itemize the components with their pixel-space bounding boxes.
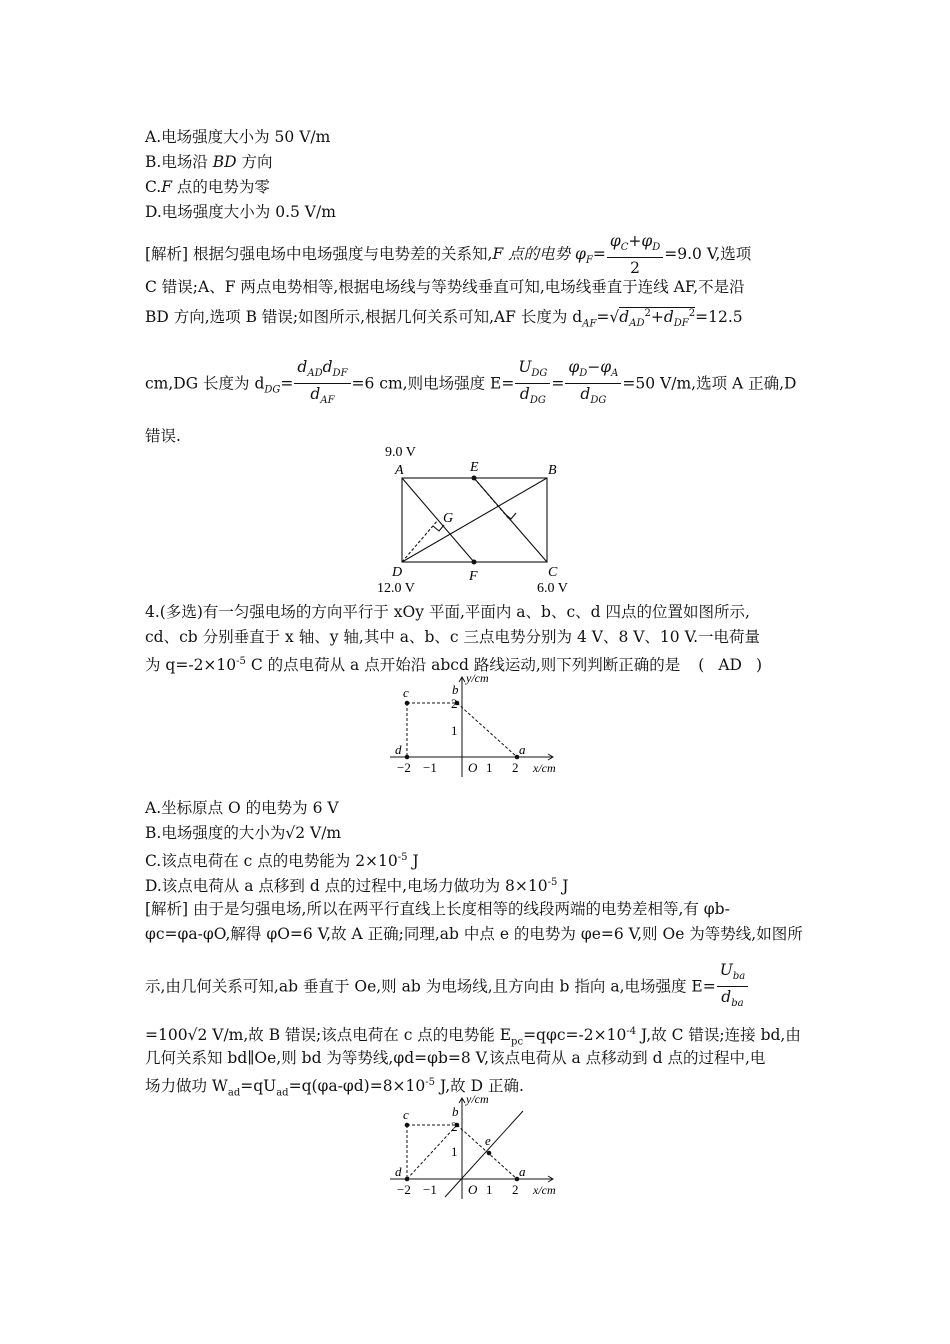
label-d: D — [392, 565, 403, 580]
q3-analysis-line-1: [解析] 根据匀强电场中电场强度与电势差的关系知,F 点的电势 $\varphi_F=$ $\frac{\varphi_C+\varphi_D}{2}$ =9.0 V,选项 — [145, 232, 752, 278]
label-b: b — [452, 1104, 459, 1119]
q3-analysis-line-5: 错误. — [145, 427, 181, 445]
point-c — [405, 701, 410, 706]
q4-option-b: B.电场强度的大小为√2 V/m — [145, 824, 342, 842]
label-a: a — [519, 742, 526, 757]
q4-option-d: D.该点电荷从 a 点移到 d 点的过程中,电场力做功为 $8\times 10^{-5}$ J — [145, 877, 569, 896]
q3-option-b: B.电场沿 BD 方向 — [145, 153, 273, 171]
q4-option-a: A.坐标原点 O 的电势为 6 V — [145, 799, 339, 817]
right-angle-bd — [505, 513, 516, 519]
point-d — [405, 1177, 410, 1182]
label-b: B — [548, 463, 557, 478]
figure-coordinate-1 — [385, 672, 575, 782]
q3-analysis-line-2: C 错误;A、F 两点电势相等,根据电场线与等势线垂直可知,电场线垂直于连线 AF,不是沿 — [145, 278, 745, 296]
q4-analysis-line-6: 场力做功 $W_{ad}=qU_{ad}=q(\varphi a-\varphi d)=8\times 10^{-5}$ J,故 D 正确. — [145, 1077, 524, 1099]
tick-y-1: 1 — [451, 1144, 458, 1159]
tick-x-neg1: −1 — [423, 1182, 437, 1197]
figure-coordinate-2 — [385, 1093, 575, 1203]
x-axis-label: x/cm — [533, 1183, 556, 1197]
dg-frac: $\frac{d_{AD}d_{DF}}{d_{AF}}$ — [294, 358, 350, 411]
q4-analysis-line-4: =100√2 V/m,故 B 错误;该点电荷在 c 点的电势能 $E_{pc}=q\varphi c=-2\times 10^{-4}$ J,故 C 错误;连接 bd,由 — [145, 1026, 801, 1048]
q3-option-a: A.电场强度大小为 50 V/m — [145, 128, 331, 146]
sqrt-symbol: √ — [609, 308, 620, 327]
label-e: e — [485, 1133, 491, 1148]
point-e — [487, 1151, 492, 1156]
x-axis-label: x/cm — [533, 761, 556, 775]
label-e: E — [470, 460, 479, 475]
q4-stem-line-3: 为 $q=-2\times 10^{-5}$ C 的点电荷从 a 点开始沿 abcd 路线运动,则下列判断正确的是 ( AD ) — [145, 656, 763, 675]
y-axis-label: y/cm — [466, 672, 489, 685]
label-d-voltage: 12.0 V — [377, 581, 415, 596]
e-uba-frac: $\frac{U_{ba}}{d_{ba}}$ — [717, 961, 748, 1014]
diagonal-bd — [402, 478, 547, 562]
q4-stem-line-2: cd、cb 分别垂直于 x 轴、y 轴,其中 a、b、c 三点电势分别为 4 V、8 V、10 V.一电荷量 — [145, 628, 760, 646]
origin-label: O — [468, 1182, 478, 1197]
label-d: d — [395, 1164, 402, 1179]
q4-analysis-line-5: 几何关系知 bd∥Oe,则 bd 为等势线,φd=φb=8 V,该点电荷从 a 点移动到 d 点的过程中,电 — [145, 1049, 766, 1067]
tick-x-2: 2 — [512, 760, 519, 775]
q4-analysis-line-1: [解析] 由于是匀强电场,所以在两平行直线上长度相等的线段两端的电势差相等,有 φb- — [145, 900, 730, 918]
q3-option-d: D.电场强度大小为 0.5 V/m — [145, 203, 336, 221]
sqrt-2: √2 — [285, 824, 306, 842]
q3-option-c: C.F 点的电势为零 — [145, 178, 270, 196]
label-c-voltage: 6.0 V — [537, 581, 568, 596]
q4-analysis-line-3: 示,由几何关系可知,ab 垂直于 Oe,则 ab 为电场线,且方向由 b 指向 a,电场强度 E= $\frac{U_{ba}}{d_{ba}}$ — [145, 961, 749, 1014]
point-f — [472, 560, 477, 565]
e-frac-1: $\frac{U_{DG}}{d_{DG}}$ — [515, 358, 550, 411]
answer: AD — [718, 656, 742, 675]
label-a: A — [395, 463, 404, 478]
e-frac-2: $\frac{\varphi_D-\varphi_A}{d_{DG}}$ — [565, 358, 621, 411]
phi-frac: $\frac{\varphi_C+\varphi_D}{2}$ — [607, 232, 663, 278]
label-a: a — [519, 1164, 526, 1179]
tick-y-2: 2 — [451, 1119, 458, 1134]
label-d: d — [395, 742, 402, 757]
q4-stem-line-1: 4.(多选)有一匀强电场的方向平行于 xOy 平面,平面内 a、b、c、d 四点的位置如图所示, — [145, 603, 750, 621]
label-c: c — [403, 1107, 409, 1122]
origin-label: O — [468, 760, 478, 775]
point-e — [472, 476, 477, 481]
dashed-dg — [402, 520, 438, 562]
q3-analysis-line-4: cm,DG 长度为 $d_{DG}=$ $\frac{d_{AD}d_{DF}}{d_{AF}}$ =6 cm,则电场强度 E= $\frac{U_{DG}}{d_{DG}}$ = $\frac{\varphi_D-\varphi_A}{d_{DG}}$ =50 V/m,选项 A 正确,D — [145, 358, 796, 411]
point-c — [405, 1123, 410, 1128]
label-b: b — [452, 682, 459, 697]
label-g: G — [443, 511, 454, 526]
dashed-db — [407, 1125, 457, 1179]
tick-y-2: 2 — [451, 696, 458, 711]
figure-rectangle-abcd — [360, 440, 590, 600]
point-d — [405, 755, 410, 760]
q4-analysis-line-2: φc=φa-φO,解得 φO=6 V,故 A 正确;同理,ab 中点 e 的电势为 φe=6 V,则 Oe 为等势线,如图所 — [145, 925, 803, 943]
q4-option-c: C.该点电荷在 c 点的电势能为 $2\times 10^{-5}$ J — [145, 852, 419, 871]
label-f: F — [469, 569, 478, 584]
y-axis-label: y/cm — [466, 1093, 489, 1106]
label-a-voltage: 9.0 V — [385, 445, 416, 460]
dashed-ba — [457, 703, 517, 757]
q3-analysis-line-3: BD 方向,选项 B 错误;如图所示,根据几何关系可知,AF 长度为 $d_{AF}=√d_{AD}^2+d_{DF}^2=12.5$ — [145, 308, 743, 330]
label-c: C — [548, 565, 558, 580]
tick-x-neg2: −2 — [397, 1182, 411, 1197]
tick-x-1: 1 — [486, 1182, 493, 1197]
tick-y-1: 1 — [451, 723, 458, 738]
tick-x-neg2: −2 — [397, 760, 411, 775]
label-c: c — [403, 685, 409, 700]
tick-x-2: 2 — [512, 1182, 519, 1197]
tick-x-1: 1 — [486, 760, 493, 775]
tick-x-neg1: −1 — [423, 760, 437, 775]
